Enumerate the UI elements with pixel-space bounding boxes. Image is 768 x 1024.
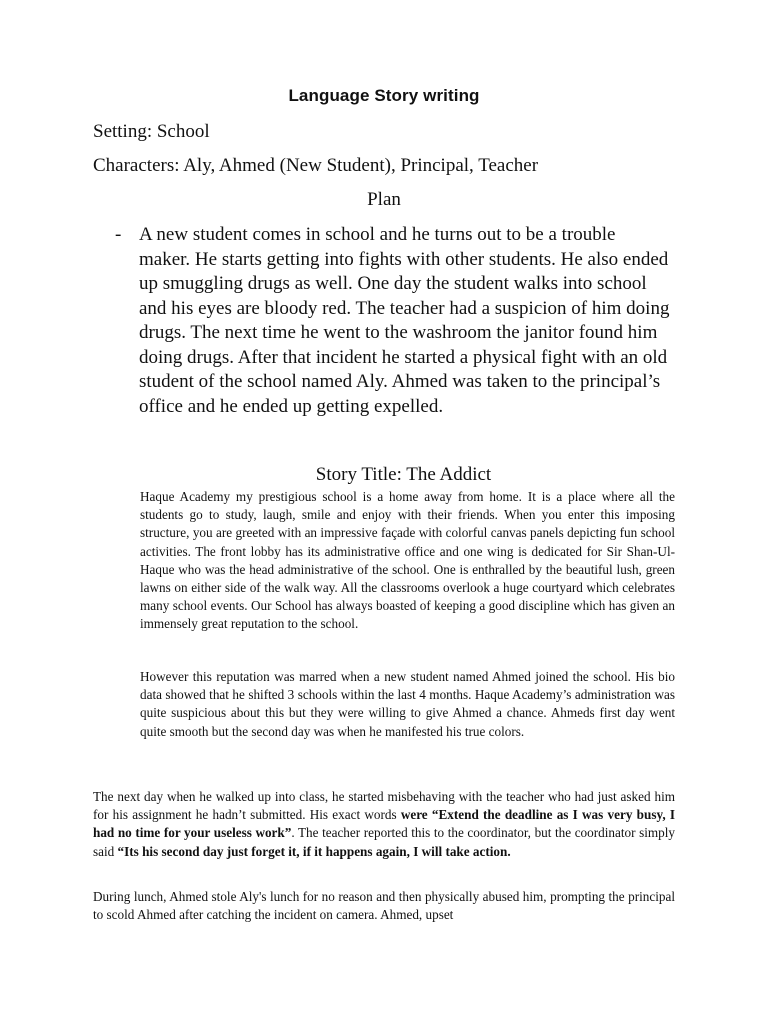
paragraph-3-text-2: . The teacher reported this to the coordinator, but the coordinator simply said [93, 825, 675, 859]
bullet-dash: - [115, 224, 122, 245]
paragraph-3-bold-quote-1: were “Extend the deadline as I was very busy, I had no time for your useless work” [93, 807, 675, 841]
story-paragraph-2: However this reputation was marred when a new student named Ahmed joined the school. His bio data showed that he shifted 3 schools within the last 4 months. Haque Academy’s administration was quite suspicious about this but they were willing to give Ahmed a chance. Ahmeds first day went quite smooth but the second day was when he manifested his true colors. [140, 669, 675, 739]
story-title: Story Title: The Addict [315, 464, 492, 485]
document-title: Language Story writing [288, 86, 480, 105]
story-paragraph-4: During lunch, Ahmed stole Aly's lunch for no reason and then physically abused him, prompting the principal to scold Ahmed after catching the incident on camera. Ahmed, upset [93, 889, 675, 923]
paragraph-3-bold-quote-2: “Its his second day just forget it, if it happens again, I will take action. [117, 843, 511, 859]
story-paragraph-3 [93, 788, 675, 861]
characters-line: Characters: Aly, Ahmed (New Student), Principal, Teacher [93, 155, 539, 176]
story-paragraph-1: Haque Academy my prestigious school is a home away from home. It is a place where all the students go to study, laugh, smile and enjoy with their friends. When you enter this imposing structure, you are greeted with an impressive façade with colorful canvas panels depicting fun school activities. The front lobby has its administrative office and one wing is dedicated for Sir Shan-Ul-Haque who was the head administrative of the school. One is enthralled by the beautiful lush, green lawns on either side of the walk way. All the classrooms overlook a huge courtyard which celebrates many school events. Our School has always boasted of keeping a good discipline which has given an immensely great reputation to the school. [140, 489, 675, 632]
paragraph-3-text-1: The next day when he walked up into class, he started misbehaving with the teacher who had just asked him for his assignment he hadn’t submitted. His exact words [93, 789, 675, 823]
plan-heading: Plan [367, 189, 401, 210]
plan-text: A new student comes in school and he turns out to be a trouble maker. He starts getting into fights with other students. He also ended up smuggling drugs as well. One day the student walks into school and his eyes are bloody red. The teacher had a suspicion of him doing drugs. The next time he went to the washroom the janitor found him doing drugs. After that incident he started a physical fight with an old student of the school named Aly. Ahmed was taken to the principal’s office and he ended up getting expelled. [139, 224, 670, 417]
setting-line: Setting: School [93, 121, 210, 142]
